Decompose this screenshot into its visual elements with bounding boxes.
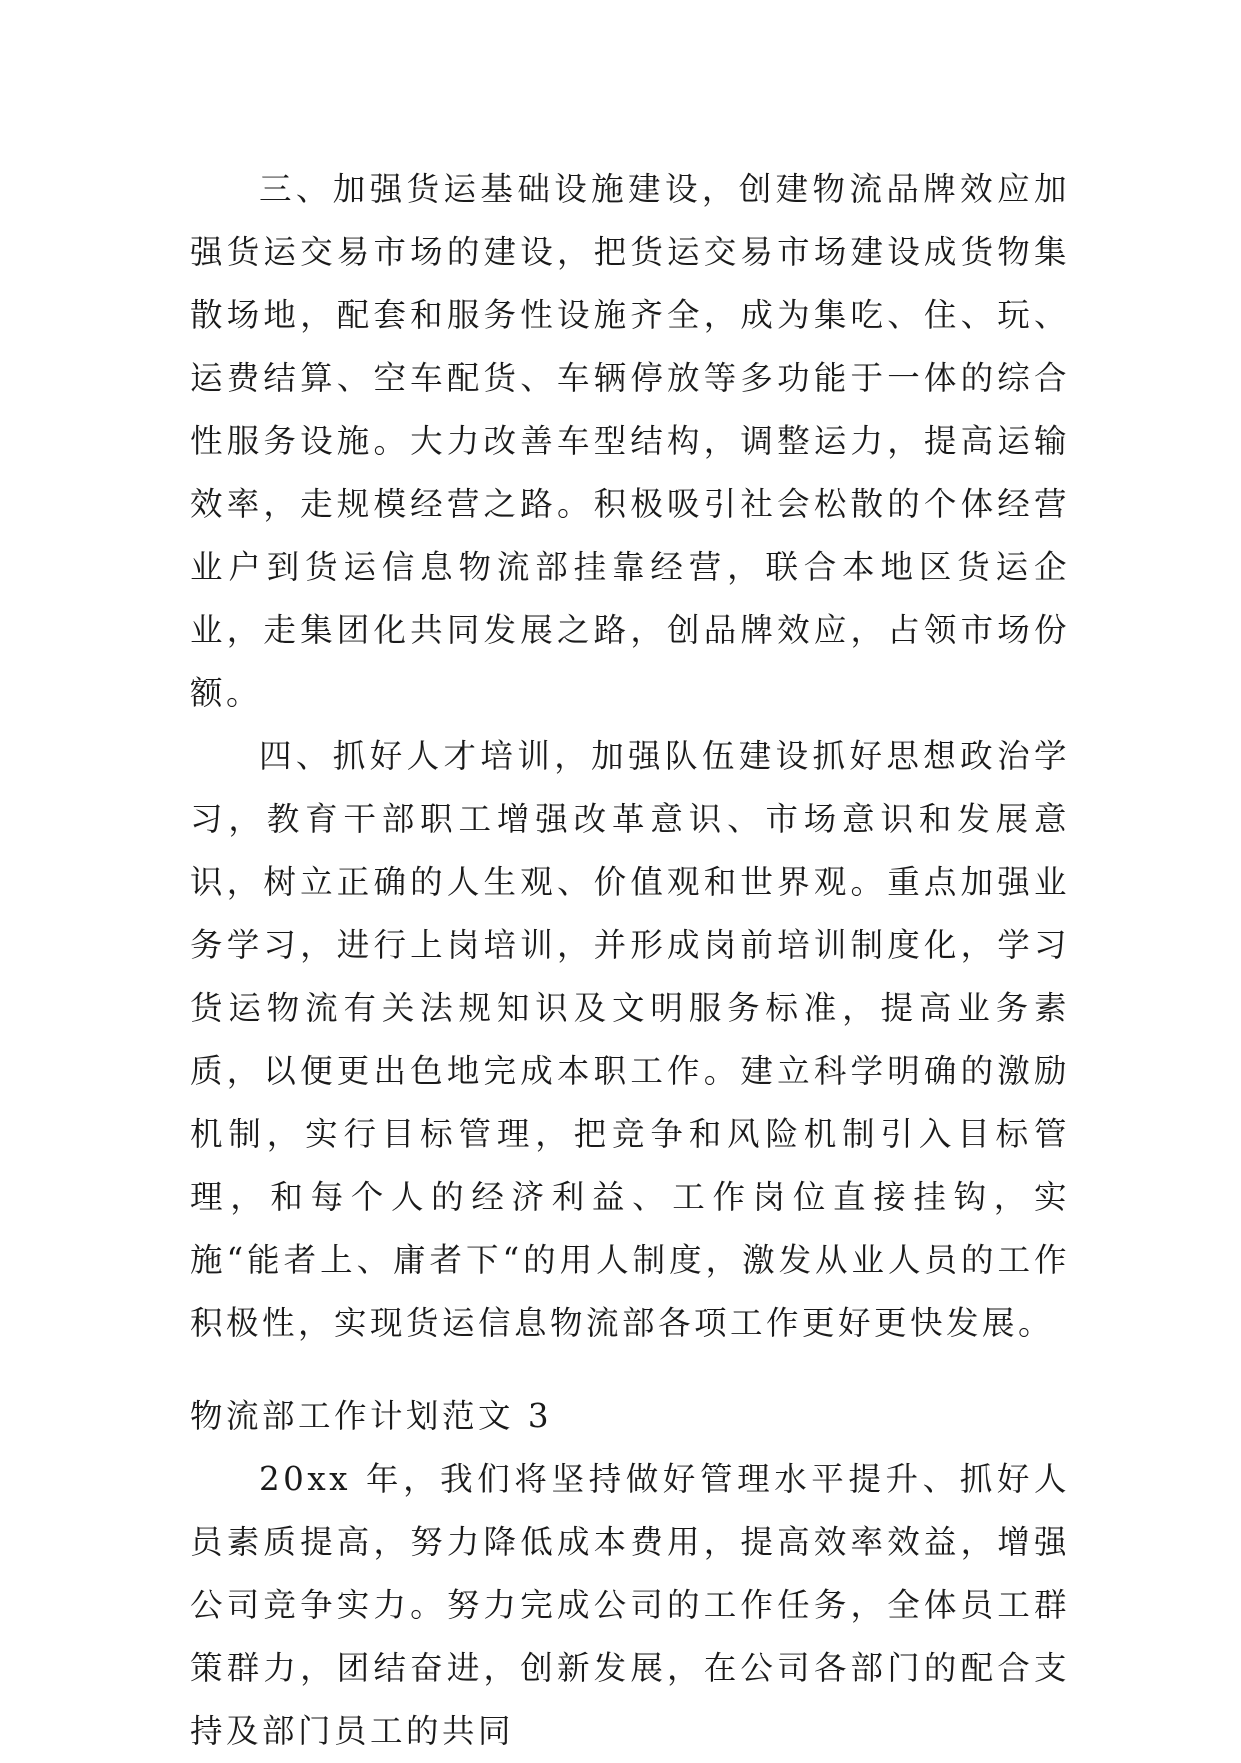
paragraph-section-four: 四、抓好人才培训，加强队伍建设抓好思想政治学习，教育干部职工增强改革意识、市场意识和发展意识，树立正确的人生观、价值观和世界观。重点加强业务学习，进行上岗培训，并形成岗前培训制度化，学习货运物流有关法规知识及文明服务标准，提高业务素质，以便更出色地完成本职工作。建立科学明确的激励机制，实行目标管理，把竞争和风险机制引入目标管理，和每个人的经济利益、工作岗位直接挂钩，实施“能者上、庸者下“的用人制度，激发从业人员的工作积极性，实现货运信息物流部各项工作更好更快发展。 bbox=[190, 737, 1070, 1342]
paragraph-section-three: 三、加强货运基础设施建设，创建物流品牌效应加强货运交易市场的建设，把货运交易市场建设成货物集散场地，配套和服务性设施齐全，成为集吃、住、玩、运费结算、空车配货、车辆停放等多功能于一体的综合性服务设施。大力改善车型结构，调整运力，提高运输效率，走规模经营之路。积极吸引社会松散的个体经营业户到货运信息物流部挂靠经营，联合本地区货运企业，走集团化共同发展之路，创品牌效应，占领市场份额。 bbox=[190, 170, 1070, 712]
document-page bbox=[190, 158, 1070, 1763]
paragraph-sample-three: 20xx 年，我们将坚持做好管理水平提升、抓好人员素质提高，努力降低成本费用，提高效率效益，增强公司竞争实力。努力完成公司的工作任务，全体员工群策群力，团结奋进，创新发展，在公司各部门的配合支持及部门员工的共同 bbox=[190, 1460, 1070, 1750]
sample-three-heading: 物流部工作计划范文 3 bbox=[190, 1397, 553, 1435]
